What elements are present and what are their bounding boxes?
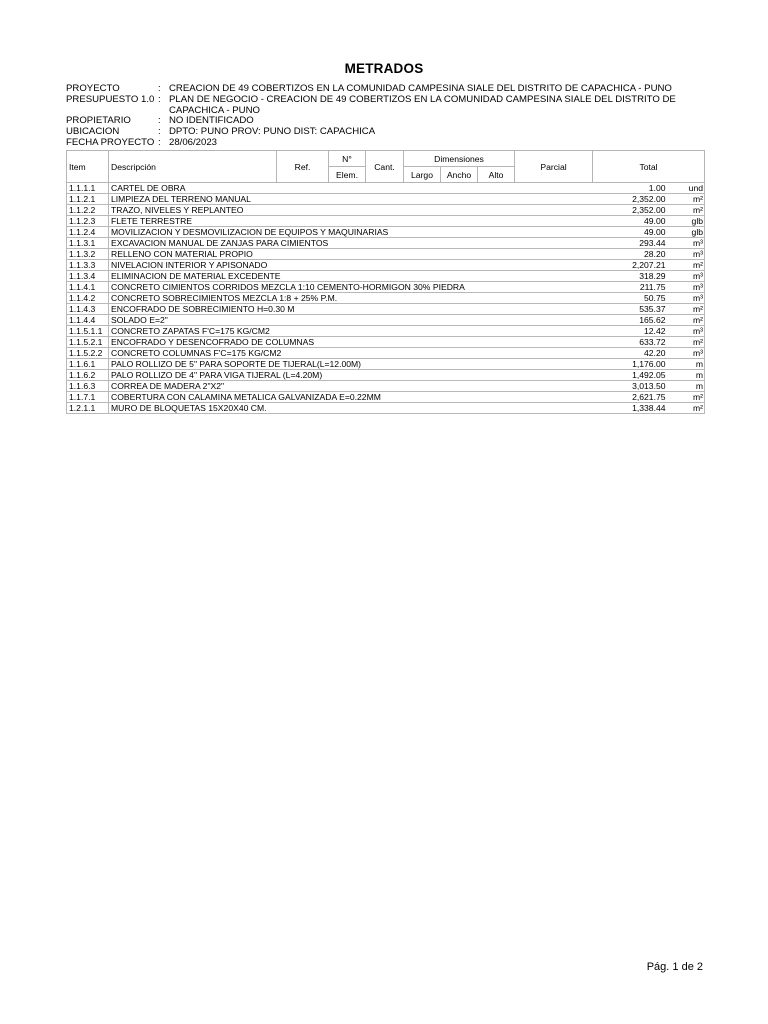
- table-header: [67, 151, 705, 183]
- meta-label: PROPIETARIO: [66, 115, 131, 127]
- cell-unit: glb: [668, 216, 705, 227]
- cell-unit: m²: [668, 337, 705, 348]
- cell-total: 2,207.21: [515, 260, 668, 271]
- table-row: [67, 227, 705, 238]
- cell-description: NIVELACION INTERIOR Y APISONADO: [109, 260, 515, 271]
- header-item: Item: [67, 151, 109, 183]
- cell-unit: m²: [668, 392, 705, 403]
- table-row: [67, 282, 705, 293]
- header-parcial: Parcial: [515, 151, 593, 183]
- header-ref: Ref.: [277, 151, 329, 183]
- header-elem: Elem.: [329, 167, 366, 183]
- cell-unit: glb: [668, 227, 705, 238]
- cell-description: CONCRETO SOBRECIMIENTOS MEZCLA 1:8 + 25% P.M.: [109, 293, 515, 304]
- cell-unit: m: [668, 370, 705, 381]
- cell-unit: m³: [668, 326, 705, 337]
- cell-item: 1.1.3.3: [67, 260, 109, 271]
- header-cant: Cant.: [366, 151, 404, 183]
- cell-total: 211.75: [515, 282, 668, 293]
- cell-unit: m: [668, 381, 705, 392]
- cell-total: 1.00: [515, 183, 668, 194]
- cell-total: 318.29: [515, 271, 668, 282]
- cell-description: CONCRETO COLUMNAS F'C=175 KG/CM2: [109, 348, 515, 359]
- meta-label: UBICACION: [66, 126, 120, 138]
- cell-item: 1.1.6.2: [67, 370, 109, 381]
- table-row: [67, 348, 705, 359]
- cell-description: ENCOFRADO DE SOBRECIMIENTO H=0.30 M: [109, 304, 515, 315]
- cell-total: 12.42: [515, 326, 668, 337]
- cell-item: 1.2.1.1: [67, 403, 109, 414]
- meta-row-ubicacion: [66, 127, 706, 138]
- cell-item: 1.1.1.1: [67, 183, 109, 194]
- cell-unit: m²: [668, 403, 705, 414]
- cell-unit: m³: [668, 282, 705, 293]
- header-dimensiones: Dimensiones: [404, 151, 515, 167]
- meta-label: PRESUPUESTO 1.0: [66, 93, 155, 105]
- cell-total: 535.37: [515, 304, 668, 315]
- cell-item: 1.1.5.1.1: [67, 326, 109, 337]
- cell-item: 1.1.4.4: [67, 315, 109, 326]
- cell-description: TRAZO, NIVELES Y REPLANTEO: [109, 205, 515, 216]
- cell-item: 1.1.3.2: [67, 249, 109, 260]
- meta-colon: :: [158, 115, 161, 127]
- cell-unit: m²: [668, 315, 705, 326]
- cell-item: 1.1.2.1: [67, 194, 109, 205]
- cell-unit: m²: [668, 304, 705, 315]
- table-row: [67, 293, 705, 304]
- cell-total: 293.44: [515, 238, 668, 249]
- table-row: [67, 304, 705, 315]
- cell-total: 2,352.00: [515, 205, 668, 216]
- cell-description: ENCOFRADO Y DESENCOFRADO DE COLUMNAS: [109, 337, 515, 348]
- cell-total: 1,338.44: [515, 403, 668, 414]
- page-title: METRADOS: [344, 61, 424, 76]
- cell-total: 3,013.50: [515, 381, 668, 392]
- table-row: [67, 238, 705, 249]
- cell-description: RELLENO CON MATERIAL PROPIO: [109, 249, 515, 260]
- header-largo: Largo: [404, 167, 441, 183]
- table-row: [67, 315, 705, 326]
- header-ancho: Ancho: [441, 167, 478, 183]
- table-row: [67, 359, 705, 370]
- cell-description: MOVILIZACION Y DESMOVILIZACION DE EQUIPOS Y MAQUINARIAS: [109, 227, 515, 238]
- cell-description: CORREA DE MADERA 2"X2": [109, 381, 515, 392]
- table-row: [67, 260, 705, 271]
- table-row: [67, 370, 705, 381]
- cell-description: COBERTURA CON CALAMINA METALICA GALVANIZADA E=0.22MM: [109, 392, 515, 403]
- cell-unit: m³: [668, 249, 705, 260]
- table-row: [67, 205, 705, 216]
- cell-total: 28.20: [515, 249, 668, 260]
- cell-description: FLETE TERRESTRE: [109, 216, 515, 227]
- table-row: [67, 403, 705, 414]
- cell-unit: m²: [668, 205, 705, 216]
- cell-item: 1.1.5.2.2: [67, 348, 109, 359]
- cell-total: 49.00: [515, 216, 668, 227]
- cell-description: PALO ROLLIZO DE 4" PARA VIGA TIJERAL (L=4.20M): [109, 370, 515, 381]
- metrados-table: [66, 150, 705, 414]
- cell-item: 1.1.6.3: [67, 381, 109, 392]
- meta-colon: :: [158, 136, 161, 148]
- meta-value: 28/06/2023: [169, 136, 218, 148]
- header-n: N°: [329, 151, 366, 167]
- cell-description: CARTEL DE OBRA: [109, 183, 515, 194]
- cell-item: 1.1.3.4: [67, 271, 109, 282]
- header-descripcion: Descripción: [109, 151, 277, 183]
- cell-unit: und: [668, 183, 705, 194]
- cell-item: 1.1.5.2.1: [67, 337, 109, 348]
- table-row: [67, 337, 705, 348]
- cell-total: 42.20: [515, 348, 668, 359]
- cell-description: LIMPIEZA DEL TERRENO MANUAL: [109, 194, 515, 205]
- cell-item: 1.1.2.2: [67, 205, 109, 216]
- cell-item: 1.1.4.3: [67, 304, 109, 315]
- meta-value: NO IDENTIFICADO: [169, 115, 254, 127]
- cell-description: PALO ROLLIZO DE 5" PARA SOPORTE DE TIJERAL(L=12.00M): [109, 359, 515, 370]
- table-row: [67, 271, 705, 282]
- cell-description: EXCAVACION MANUAL DE ZANJAS PARA CIMIENTOS: [109, 238, 515, 249]
- cell-item: 1.1.3.1: [67, 238, 109, 249]
- cell-total: 165.62: [515, 315, 668, 326]
- cell-description: CONCRETO CIMIENTOS CORRIDOS MEZCLA 1:10 CEMENTO-HORMIGON 30% PIEDRA: [109, 282, 515, 293]
- cell-item: 1.1.4.2: [67, 293, 109, 304]
- cell-description: MURO DE BLOQUETAS 15X20X40 CM.: [109, 403, 515, 414]
- meta-value: CREACION DE 49 COBERTIZOS EN LA COMUNIDAD CAMPESINA SIALE DEL DISTRITO DE CAPACHICA - PUNO: [169, 83, 672, 94]
- cell-total: 1,176.00: [515, 359, 668, 370]
- cell-item: 1.1.2.3: [67, 216, 109, 227]
- cell-description: CONCRETO ZAPATAS F'C=175 KG/CM2: [109, 326, 515, 337]
- meta-row-fecha: [66, 138, 706, 149]
- meta-row-propietario: [66, 116, 706, 127]
- table-row: [67, 194, 705, 205]
- project-info: [66, 84, 706, 149]
- cell-description: ELIMINACION DE MATERIAL EXCEDENTE: [109, 271, 515, 282]
- cell-total: 50.75: [515, 293, 668, 304]
- metrados-table-wrap: [66, 150, 704, 414]
- cell-unit: m³: [668, 293, 705, 304]
- cell-unit: m³: [668, 271, 705, 282]
- cell-total: 1,492.05: [515, 370, 668, 381]
- header-total: Total: [593, 151, 705, 183]
- table-body: [67, 183, 705, 414]
- meta-label: FECHA PROYECTO: [66, 136, 155, 148]
- table-row: [67, 216, 705, 227]
- cell-total: 2,352.00: [515, 194, 668, 205]
- cell-item: 1.1.2.4: [67, 227, 109, 238]
- cell-description: SOLADO E=2": [109, 315, 515, 326]
- cell-unit: m²: [668, 260, 705, 271]
- table-row: [67, 392, 705, 403]
- cell-item: 1.1.4.1: [67, 282, 109, 293]
- table-row: [67, 183, 705, 194]
- page-number: Pág. 1 de 2: [646, 961, 703, 973]
- meta-row-presupuesto: [66, 95, 706, 117]
- cell-total: 633.72: [515, 337, 668, 348]
- cell-item: 1.1.6.1: [67, 359, 109, 370]
- meta-colon: :: [158, 83, 161, 94]
- cell-item: 1.1.7.1: [67, 392, 109, 403]
- cell-unit: m: [668, 359, 705, 370]
- header-alto: Alto: [478, 167, 515, 183]
- table-row: [67, 249, 705, 260]
- cell-unit: m³: [668, 348, 705, 359]
- cell-total: 2,621.75: [515, 392, 668, 403]
- table-row: [67, 326, 705, 337]
- meta-value: PLAN DE NEGOCIO - CREACION DE 49 COBERTIZOS EN LA COMUNIDAD CAMPESINA SIALE DEL DISTRITO DE CAPACHICA - PUNO: [169, 93, 676, 116]
- cell-unit: m³: [668, 238, 705, 249]
- meta-colon: :: [158, 93, 161, 105]
- cell-unit: m²: [668, 194, 705, 205]
- meta-value: DPTO: PUNO PROV: PUNO DIST: CAPACHICA: [169, 126, 376, 138]
- meta-label: PROYECTO: [66, 83, 120, 94]
- meta-colon: :: [158, 126, 161, 138]
- table-row: [67, 381, 705, 392]
- cell-total: 49.00: [515, 227, 668, 238]
